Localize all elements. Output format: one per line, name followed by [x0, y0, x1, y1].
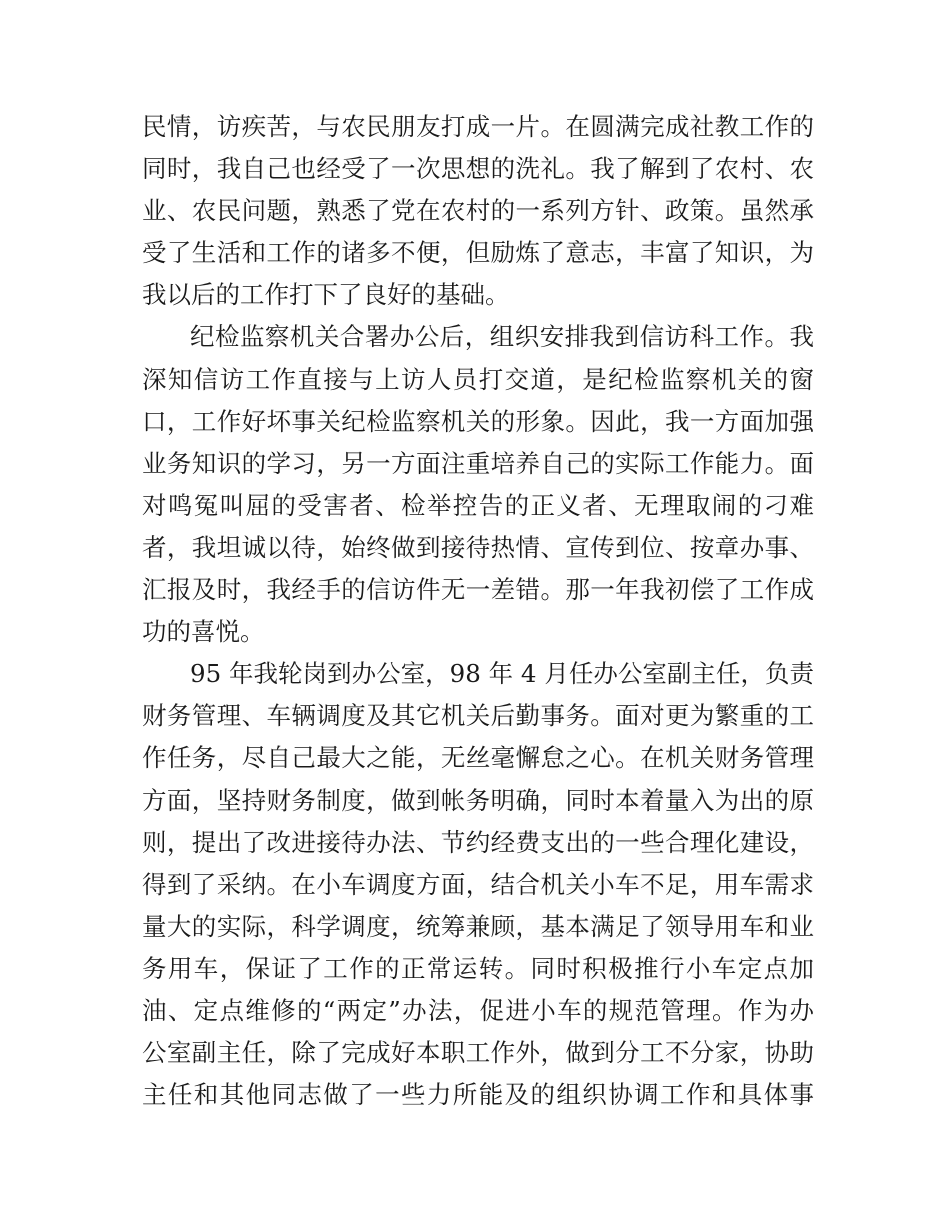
text-line: 受了生活和工作的诸多不便，但励炼了意志，丰富了知识，为	[142, 238, 814, 268]
text-line: 95 年我轮岗到办公室，98 年 4 月任办公室副主任，负责	[190, 659, 814, 689]
text-line: 业务知识的学习，另一方面注重培养自己的实际工作能力。面	[142, 448, 814, 478]
text-line: 者，我坦诚以待，始终做到接待热情、宣传到位、按章办事、	[142, 532, 814, 562]
document-body	[142, 106, 814, 1116]
text-line: 务用车，保证了工作的正常运转。同时积极推行小车定点加	[142, 953, 814, 983]
text-line: 公室副主任，除了完成好本职工作外，做到分工不分家，协助	[142, 1038, 814, 1068]
text-line: 汇报及时，我经手的信访件无一差错。那一年我初偿了工作成	[142, 575, 814, 605]
text-line: 深知信访工作直接与上访人员打交道，是纪检监察机关的窗	[142, 364, 814, 394]
text-line: 民情，访疾苦，与农民朋友打成一片。在圆满完成社教工作的	[142, 112, 814, 141]
text-line: 得到了采纳。在小车调度方面，结合机关小车不足，用车需求	[142, 869, 814, 899]
paragraph	[142, 106, 814, 316]
text-line: 作任务，尽自己最大之能，无丝毫懈怠之心。在机关财务管理	[142, 743, 814, 773]
paragraph	[142, 653, 814, 1116]
text-line: 业、农民问题，熟悉了党在农村的一系列方针、政策。虽然承	[142, 196, 814, 226]
text-line: 对鸣冤叫屈的受害者、检举控告的正义者、无理取闹的刁难	[142, 490, 814, 520]
text-line: 纪检监察机关合署办公后，组织安排我到信访科工作。我	[190, 322, 814, 352]
paragraph	[142, 316, 814, 653]
text-line: 我以后的工作打下了良好的基础。	[142, 280, 510, 310]
text-line: 量大的实际，科学调度，统筹兼顾，基本满足了领导用车和业	[142, 911, 814, 941]
text-line: 主任和其他同志做了一些力所能及的组织协调工作和具体事	[142, 1080, 814, 1110]
text-line: 功的喜悦。	[142, 617, 265, 647]
text-line: 油、定点维修的“两定”办法，促进小车的规范管理。作为办	[142, 995, 814, 1025]
text-line: 方面，坚持财务制度，做到帐务明确，同时本着量入为出的原	[142, 785, 814, 815]
text-line: 同时，我自己也经受了一次思想的洗礼。我了解到了农村、农	[142, 154, 814, 184]
text-line: 口，工作好坏事关纪检监察机关的形象。因此，我一方面加强	[142, 406, 814, 436]
text-line: 则，提出了改进接待办法、节约经费支出的一些合理化建设，	[142, 827, 814, 857]
text-line: 财务管理、车辆调度及其它机关后勤事务。面对更为繁重的工	[142, 701, 814, 731]
